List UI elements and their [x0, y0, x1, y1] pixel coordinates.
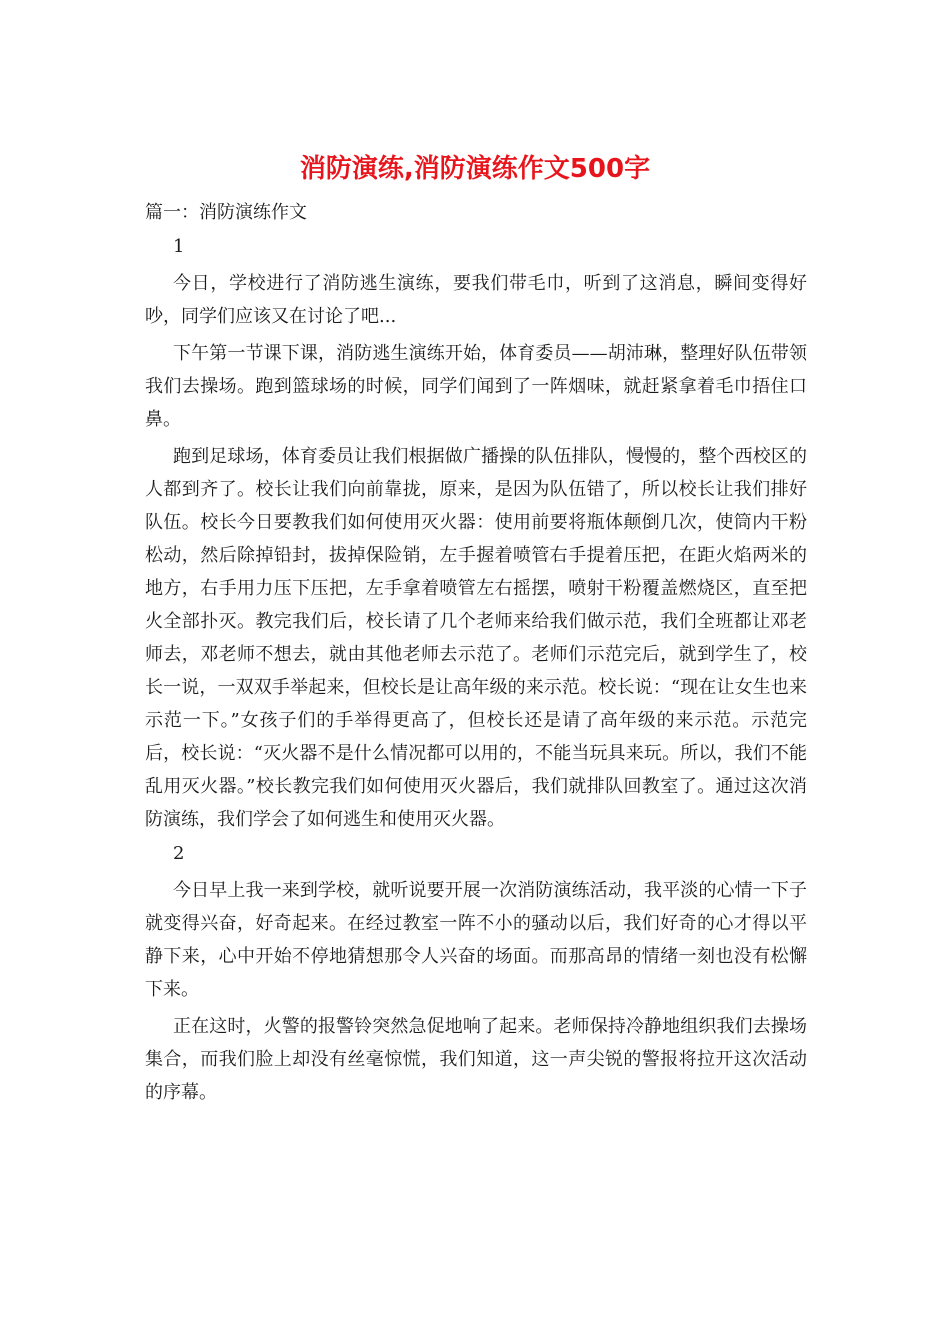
paragraph: 今日，学校进行了消防逃生演练，要我们带毛巾，听到了这消息，瞬间变得好吵，同学们应该又在讨论了吧...	[145, 273, 807, 327]
paragraph: 今日早上我一来到学校，就听说要开展一次消防演练活动，我平淡的心情一下子就变得兴奋，好奇起来。在经过教室一阵不小的骚动以后，我们好奇的心才得以平静下来，心中开始不停地猜想那令人兴奋的场面。而那高昂的情绪一刻也没有松懈下来。	[145, 880, 807, 1000]
document-body	[145, 199, 807, 1113]
document-title: 消防演练,消防演练作文500字	[299, 154, 651, 184]
paragraph: 跑到足球场，体育委员让我们根据做广播操的队伍排队，慢慢的，整个西校区的人都到齐了。校长让我们向前靠拢，原来，是因为队伍错了，所以校长让我们排好队伍。校长今日要教我们如何使用灭火器：使用前要将瓶体颠倒几次，使筒内干粉松动，然后除掉铅封，拔掉保险销，左手握着喷管右手提着压把，在距火焰两米的地方，右手用力压下压把，左手拿着喷管左右摇摆，喷射干粉覆盖燃烧区，直至把火全部扑灭。教完我们后，校长请了几个老师来给我们做示范，我们全班都让邓老师去，邓老师不想去，就由其他老师去示范了。老师们示范完后，就到学生了，校长一说，一双双手举起来，但校长是让高年级的来示范。校长说：“现在让女生也来示范一下。”女孩子们的手举得更高了，但校长还是请了高年级的来示范。示范完后，校长说：“灭火器不是什么情况都可以用的，不能当玩具来玩。所以，我们不能乱用灭火器。”校长教完我们如何使用灭火器后，我们就排队回教室了。通过这次消防演练，我们学会了如何逃生和使用灭火器。	[145, 446, 807, 830]
article-subtitle: 篇一：消防演练作文	[145, 202, 307, 223]
section-number: 2	[173, 843, 185, 864]
paragraph: 下午第一节课下课，消防逃生演练开始，体育委员——胡沛琳，整理好队伍带领我们去操场。跑到篮球场的时候，同学们闻到了一阵烟味，就赶紧拿着毛巾捂住口鼻。	[145, 343, 807, 430]
paragraph: 正在这时，火警的报警铃突然急促地响了起来。老师保持冷静地组织我们去操场集合，而我们脸上却没有丝毫惊慌，我们知道，这一声尖锐的警报将拉开这次活动的序幕。	[145, 1016, 807, 1103]
section-number: 1	[173, 236, 185, 257]
